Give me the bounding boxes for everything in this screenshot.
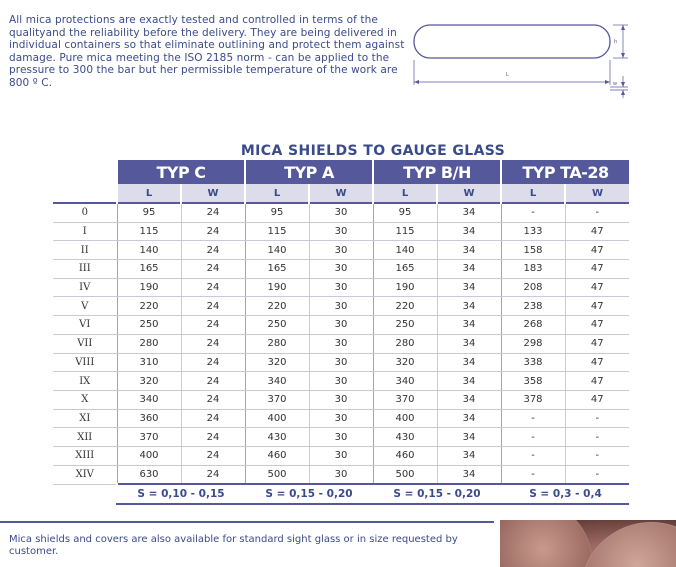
width-cell: 30 xyxy=(309,372,373,391)
size-number: X xyxy=(53,390,117,409)
width-cell: 34 xyxy=(437,390,501,409)
length-cell: 268 xyxy=(501,316,565,335)
width-cell: 24 xyxy=(181,465,245,484)
length-cell: 500 xyxy=(245,465,309,484)
width-cell: - xyxy=(565,446,629,465)
length-cell: 340 xyxy=(117,390,181,409)
length-cell: 400 xyxy=(245,409,309,428)
length-cell: 280 xyxy=(373,334,437,353)
length-cell: 400 xyxy=(373,409,437,428)
length-cell: 400 xyxy=(117,446,181,465)
table-row xyxy=(53,353,629,372)
width-cell: 24 xyxy=(181,260,245,279)
width-cell: 24 xyxy=(181,428,245,447)
width-cell: 47 xyxy=(565,390,629,409)
length-cell: 370 xyxy=(373,390,437,409)
length-cell: 220 xyxy=(117,297,181,316)
length-cell: 115 xyxy=(373,222,437,241)
width-cell: 34 xyxy=(437,409,501,428)
shield-outline-shape xyxy=(414,25,610,58)
width-cell: 47 xyxy=(565,353,629,372)
table-row xyxy=(53,278,629,297)
length-cell: 140 xyxy=(245,241,309,260)
length-cell: 133 xyxy=(501,222,565,241)
length-cell: 460 xyxy=(245,446,309,465)
width-cell: 30 xyxy=(309,241,373,260)
mica-shields-table xyxy=(53,160,629,505)
length-cell: 500 xyxy=(373,465,437,484)
width-cell: 30 xyxy=(309,353,373,372)
size-number: I xyxy=(53,222,117,241)
length-cell: 238 xyxy=(501,297,565,316)
length-cell: 95 xyxy=(245,203,309,222)
mica-shields-photo xyxy=(500,520,676,567)
col-header: L xyxy=(373,184,437,203)
length-cell: 280 xyxy=(245,334,309,353)
width-cell: 34 xyxy=(437,203,501,222)
length-cell: 140 xyxy=(373,241,437,260)
w-label: w xyxy=(613,81,618,87)
width-cell: 34 xyxy=(437,278,501,297)
width-cell: 30 xyxy=(309,260,373,279)
width-cell: 34 xyxy=(437,334,501,353)
width-cell: 30 xyxy=(309,278,373,297)
width-cell: 34 xyxy=(437,260,501,279)
width-cell: 34 xyxy=(437,297,501,316)
table-row xyxy=(53,446,629,465)
width-cell: 34 xyxy=(437,465,501,484)
width-cell: 47 xyxy=(565,260,629,279)
width-cell: 30 xyxy=(309,297,373,316)
length-cell: 190 xyxy=(373,278,437,297)
width-cell: 34 xyxy=(437,316,501,335)
size-number: 0 xyxy=(53,203,117,222)
width-cell: 30 xyxy=(309,222,373,241)
table-row xyxy=(53,409,629,428)
width-cell: 24 xyxy=(181,390,245,409)
width-cell: 30 xyxy=(309,316,373,335)
width-cell: 24 xyxy=(181,241,245,260)
col-header: W xyxy=(309,184,373,203)
group-header: TYP B/H xyxy=(373,160,501,184)
length-cell: 630 xyxy=(117,465,181,484)
width-cell: 34 xyxy=(437,241,501,260)
width-cell: 30 xyxy=(309,465,373,484)
table-row xyxy=(53,428,629,447)
length-cell: 320 xyxy=(245,353,309,372)
width-cell: - xyxy=(565,465,629,484)
table-row xyxy=(53,316,629,335)
length-cell: 115 xyxy=(117,222,181,241)
width-cell: 30 xyxy=(309,409,373,428)
length-cell: 320 xyxy=(373,353,437,372)
length-cell: - xyxy=(501,465,565,484)
length-cell: 140 xyxy=(117,241,181,260)
length-cell: 95 xyxy=(117,203,181,222)
thickness-summary: S = 0,3 - 0,4 xyxy=(501,484,629,504)
table-row xyxy=(53,390,629,409)
length-cell: 338 xyxy=(501,353,565,372)
length-cell: 280 xyxy=(117,334,181,353)
length-cell: 370 xyxy=(117,428,181,447)
length-cell: - xyxy=(501,203,565,222)
l-label: L xyxy=(506,72,509,78)
table-row xyxy=(53,465,629,484)
length-cell: 165 xyxy=(373,260,437,279)
footer-divider xyxy=(0,521,494,523)
table-row xyxy=(53,372,629,391)
width-cell: 24 xyxy=(181,446,245,465)
width-cell: 24 xyxy=(181,222,245,241)
table-row xyxy=(53,203,629,222)
table-title: MICA SHIELDS TO GAUGE GLASS xyxy=(240,143,506,159)
col-header: W xyxy=(437,184,501,203)
size-number: XII xyxy=(53,428,117,447)
width-cell: 47 xyxy=(565,316,629,335)
length-cell: - xyxy=(501,446,565,465)
width-cell: 47 xyxy=(565,241,629,260)
width-cell: 30 xyxy=(309,390,373,409)
width-cell: - xyxy=(565,409,629,428)
width-cell: 30 xyxy=(309,428,373,447)
length-cell: 320 xyxy=(117,372,181,391)
intro-text: All mica protections are exactly tested and controlled in terms of the qualityand the reliability before the delivery. They are being delivered in individual containers so that eliminate outlining and protect them against damage. Pure mica meeting the ISO 2185 norm - can be applied to the pressure to 300 the bar but her permissible temperature of the work are 800 º C. xyxy=(9,14,405,89)
length-cell: 460 xyxy=(373,446,437,465)
width-cell: 34 xyxy=(437,222,501,241)
length-cell: 358 xyxy=(501,372,565,391)
width-cell: 24 xyxy=(181,353,245,372)
length-cell: 165 xyxy=(245,260,309,279)
width-cell: 47 xyxy=(565,372,629,391)
table-row xyxy=(53,260,629,279)
width-cell: - xyxy=(565,428,629,447)
width-cell: 24 xyxy=(181,297,245,316)
length-cell: 250 xyxy=(117,316,181,335)
table-row xyxy=(53,241,629,260)
length-cell: 190 xyxy=(245,278,309,297)
length-cell: 430 xyxy=(245,428,309,447)
width-cell: 34 xyxy=(437,372,501,391)
width-cell: 47 xyxy=(565,222,629,241)
width-cell: 30 xyxy=(309,446,373,465)
length-cell: 340 xyxy=(245,372,309,391)
width-cell: - xyxy=(565,203,629,222)
length-cell: 183 xyxy=(501,260,565,279)
footer-text: Mica shields and covers are also available for standard sight glass or in size requested by customer. xyxy=(9,534,458,557)
length-cell: 250 xyxy=(373,316,437,335)
table-row xyxy=(53,334,629,353)
length-cell: 340 xyxy=(373,372,437,391)
size-number: III xyxy=(53,260,117,279)
col-header: L xyxy=(245,184,309,203)
col-header: W xyxy=(565,184,629,203)
length-cell: 165 xyxy=(117,260,181,279)
size-number: IX xyxy=(53,372,117,391)
group-header: TYP TA-28 xyxy=(501,160,629,184)
width-cell: 47 xyxy=(565,278,629,297)
width-cell: 34 xyxy=(437,428,501,447)
shield-dimension-diagram xyxy=(410,12,640,102)
length-cell: 208 xyxy=(501,278,565,297)
size-number: XIV xyxy=(53,465,117,484)
length-cell: 250 xyxy=(245,316,309,335)
size-number: IV xyxy=(53,278,117,297)
size-number: VII xyxy=(53,334,117,353)
length-cell: 430 xyxy=(373,428,437,447)
table-row xyxy=(53,297,629,316)
width-cell: 30 xyxy=(309,203,373,222)
h-label: h xyxy=(614,39,618,45)
length-cell: - xyxy=(501,409,565,428)
width-cell: 47 xyxy=(565,297,629,316)
width-cell: 24 xyxy=(181,278,245,297)
size-number: V xyxy=(53,297,117,316)
thickness-summary: S = 0,10 - 0,15 xyxy=(117,484,245,504)
size-number: VI xyxy=(53,316,117,335)
col-header: L xyxy=(501,184,565,203)
length-cell: 220 xyxy=(373,297,437,316)
width-cell: 34 xyxy=(437,446,501,465)
length-cell: 310 xyxy=(117,353,181,372)
length-cell: 298 xyxy=(501,334,565,353)
size-number: VIII xyxy=(53,353,117,372)
thickness-summary: S = 0,15 - 0,20 xyxy=(245,484,373,504)
group-header: TYP A xyxy=(245,160,373,184)
width-cell: 47 xyxy=(565,334,629,353)
length-cell: 220 xyxy=(245,297,309,316)
length-cell: 370 xyxy=(245,390,309,409)
length-cell: 378 xyxy=(501,390,565,409)
length-cell: 115 xyxy=(245,222,309,241)
col-header: W xyxy=(181,184,245,203)
width-cell: 24 xyxy=(181,203,245,222)
size-number: XI xyxy=(53,409,117,428)
table-row xyxy=(53,222,629,241)
width-cell: 24 xyxy=(181,316,245,335)
length-cell: 360 xyxy=(117,409,181,428)
length-cell: - xyxy=(501,428,565,447)
width-cell: 24 xyxy=(181,334,245,353)
thickness-summary: S = 0,15 - 0,20 xyxy=(373,484,501,504)
width-cell: 24 xyxy=(181,409,245,428)
length-cell: 158 xyxy=(501,241,565,260)
size-number: XIII xyxy=(53,446,117,465)
col-header: L xyxy=(117,184,181,203)
length-cell: 95 xyxy=(373,203,437,222)
length-cell: 190 xyxy=(117,278,181,297)
size-number: II xyxy=(53,241,117,260)
width-cell: 30 xyxy=(309,334,373,353)
width-cell: 34 xyxy=(437,353,501,372)
width-cell: 24 xyxy=(181,372,245,391)
group-header: TYP C xyxy=(117,160,245,184)
